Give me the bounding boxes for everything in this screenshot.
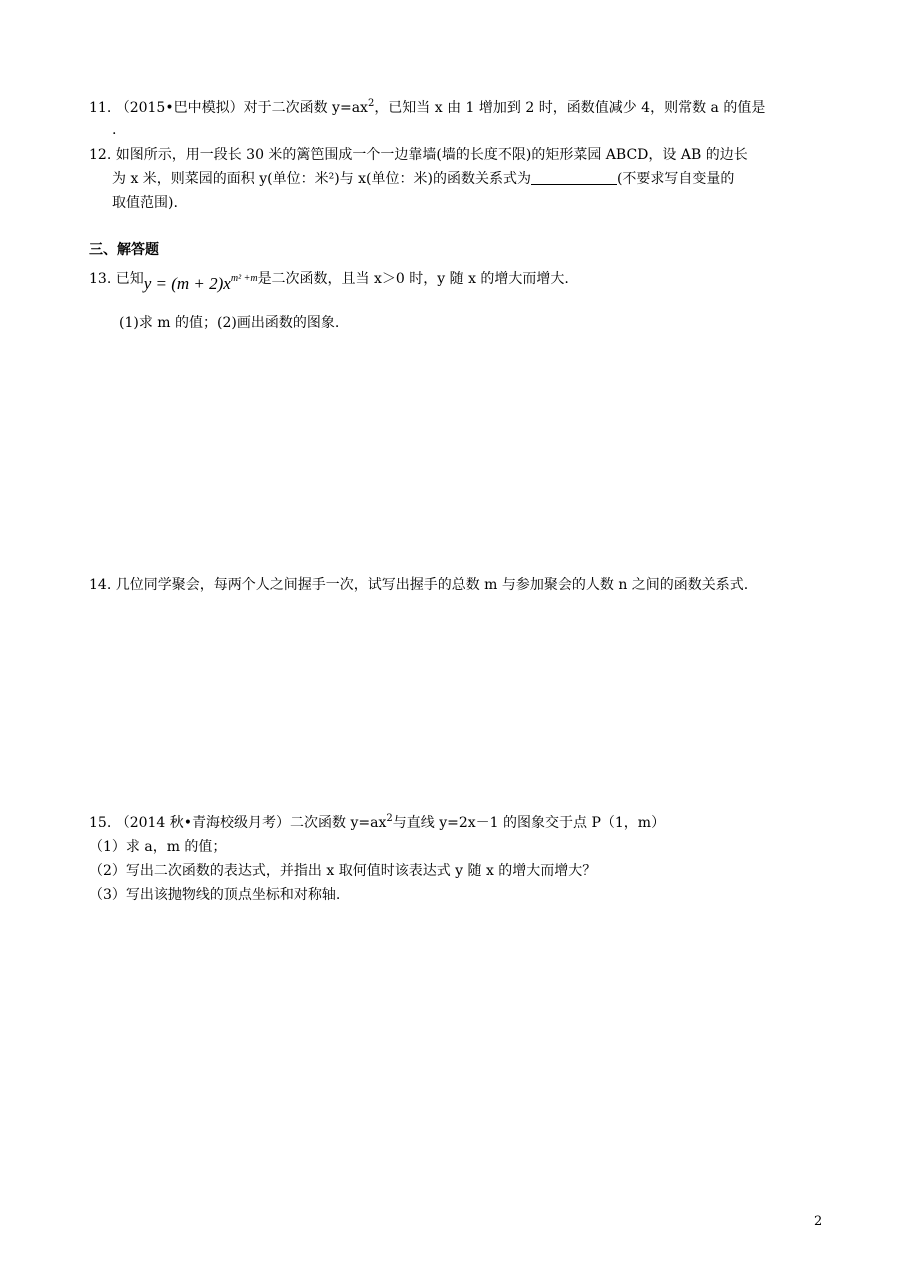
question-15-text-start: 15. （2014 秋•青海校级月考）二次函数 y=ax (89, 815, 387, 831)
question-11-line-2: . (112, 122, 117, 138)
question-15-text-end: 与直线 y=2x－1 的图象交于点 P（1，m） (392, 815, 666, 831)
question-11-line-1 (89, 98, 765, 120)
question-15-line-1 (89, 813, 665, 835)
formula-exponent: m² +m (230, 273, 258, 284)
question-11-exponent: 2 (367, 98, 375, 109)
question-13-formula (144, 274, 258, 293)
page-number: 2 (814, 1214, 823, 1229)
question-15-sub-2: （2）写出二次函数的表达式，并指出 x 取何值时该表达式 y 随 x 的增大而增大？ (89, 863, 597, 879)
answer-blank[interactable] (531, 170, 617, 185)
question-15-sub-3: （3）写出该抛物线的顶点坐标和对称轴. (89, 887, 341, 903)
question-15-sub-1: （1）求 a，m 的值； (89, 839, 227, 855)
question-12-line-2 (112, 169, 734, 189)
question-11-text-end: ，已知当 x 由 1 增加到 2 时，函数值减少 4，则常数 a 的值是 (374, 100, 766, 116)
question-12-line-1: 12. 如图所示，用一段长 30 米的篱笆围成一个一边靠墙(墙的长度不限)的矩形菜园 ABCD，设 AB 的边长 (89, 147, 748, 163)
question-13-suffix: 是二次函数，且当 x＞0 时，y 随 x 的增大而增大. (257, 271, 569, 287)
question-13-line-1 (89, 268, 569, 291)
question-12-line-3: 取值范围). (112, 195, 178, 211)
question-15-exponent: 2 (386, 813, 393, 824)
formula-base: y = (m + 2)x (143, 274, 231, 293)
question-13-subparts: (1)求 m 的值；(2)画出函数的图象. (119, 315, 340, 331)
question-12-text-end: (不要求写自变量的 (616, 171, 735, 187)
question-12-text-start: 为 x 米，则菜园的面积 y(单位：米²)与 x(单位：米)的函数关系式为 (112, 171, 531, 187)
section-heading: 三、解答题 (89, 242, 159, 258)
question-13-prefix: 13. 已知 (89, 271, 144, 287)
question-11-text-start: 11. （2015•巴中模拟）对于二次函数 y=ax (89, 100, 368, 116)
question-14-text: 14. 几位同学聚会，每两个人之间握手一次，试写出握手的总数 m 与参加聚会的人数 n 之间的函数关系式. (89, 577, 749, 593)
